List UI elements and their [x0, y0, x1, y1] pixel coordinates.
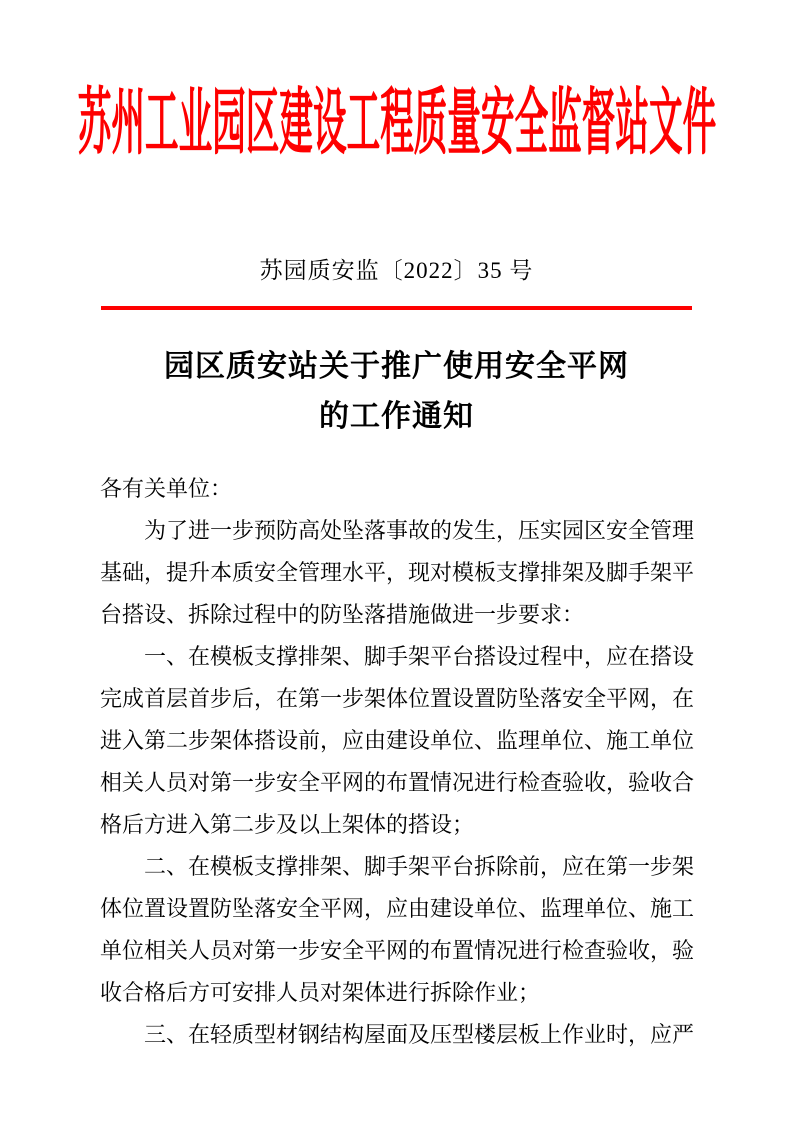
paragraph-item-3-truncated: 三、在轻质型材钢结构屋面及压型楼层板上作业时，应严: [144, 1022, 695, 1047]
letterhead-title: 苏州工业园区建设工程质量安全监督站文件: [77, 83, 716, 164]
red-divider-rule: [101, 306, 692, 310]
paragraph-item-2: 二、在模板支撑排架、脚手架平台拆除前，应在第一步架体位置设置防坠落安全平网，应由建设单位、监理单位、施工单位相关人员对第一步安全平网的布置情况进行检查验收，验收合格后方可安排人员对架体进行拆除作业；: [100, 854, 695, 1005]
document-body: [100, 468, 694, 1056]
salutation: 各有关单位：: [100, 476, 233, 501]
document-title: [0, 342, 793, 442]
document-title-line-2: 的工作通知: [319, 400, 474, 433]
document-number: 苏园质安监〔2022〕35 号: [259, 258, 534, 283]
letterhead-banner: [0, 83, 793, 164]
paragraph-intro: 为了进一步预防高处坠落事故的发生，压实园区安全管理基础，提升本质安全管理水平，现对模板支撑排架及脚手架平台搭设、拆除过程中的防坠落措施做进一步要求：: [100, 518, 695, 627]
paragraph-item-1: 一、在模板支撑排架、脚手架平台搭设过程中，应在搭设完成首层首步后，在第一步架体位置设置防坠落安全平网，在进入第二步架体搭设前，应由建设单位、监理单位、施工单位相关人员对第一步安全平网的布置情况进行检查验收，验收合格后方进入第二步及以上架体的搭设；: [100, 644, 695, 837]
document-title-line-1: 园区质安站关于推广使用安全平网: [164, 350, 629, 383]
